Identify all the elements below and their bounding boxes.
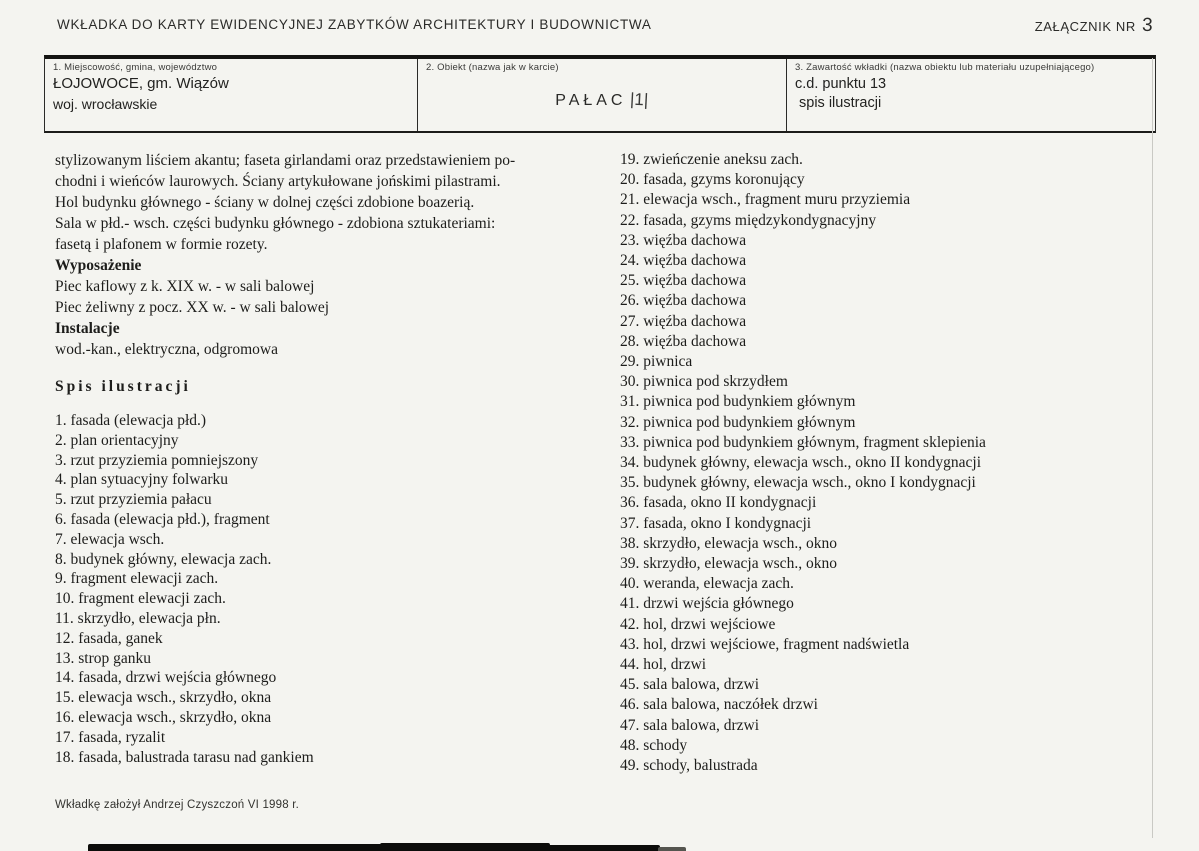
illustration-item: 1. fasada (elewacja płd.)	[55, 412, 207, 429]
illustration-item: 27. więźba dachowa	[620, 312, 747, 330]
illustrations-list-right	[620, 150, 1160, 776]
illustration-item: 28. więźba dachowa	[620, 332, 747, 350]
illustrations-heading: Spis ilustracji	[55, 378, 191, 395]
field-location-value: ŁOJOWOCE, gm. Wiązów	[53, 75, 229, 92]
annex-number: 3	[1141, 14, 1154, 37]
field-contents-line2: spis ilustracji	[799, 95, 882, 111]
field-location-voivodeship: woj. wrocławskie	[53, 96, 158, 112]
illustration-item: 6. fasada (elewacja płd.), fragment	[55, 510, 270, 528]
illustration-item: 26. więźba dachowa	[620, 292, 747, 310]
illustration-item: 45. sala balowa, drzwi	[620, 676, 760, 694]
paragraph-line: Sala w płd.- wsch. części budynku głównego - zdobiona sztukateriami:	[55, 215, 496, 232]
paragraph-line: stylizowanym liściem akantu; faseta girlandami oraz przedstawieniem po-	[55, 152, 516, 169]
paragraph-line: chodni i wieńców laurowych. Ściany artykułowane jońskimi pilastrami.	[55, 173, 501, 190]
installations-list	[55, 339, 620, 360]
illustration-item: 20. fasada, gzyms koronujący	[620, 171, 805, 189]
illustration-item: 47. sala balowa, drzwi	[620, 716, 760, 734]
left-column	[55, 150, 620, 776]
illustration-item: 8. budynek główny, elewacja zach.	[55, 550, 272, 568]
illustration-item: 42. hol, drzwi wejściowe	[620, 615, 776, 633]
illustration-item: 25. więźba dachowa	[620, 272, 747, 290]
illustration-item: 22. fasada, gzyms międzykondygnacyjny	[620, 211, 877, 229]
object-name: PAŁAC	[555, 92, 627, 109]
illustration-item: 34. budynek główny, elewacja wsch., okno II kondygnacji	[620, 454, 982, 472]
scan-artifact-bottom	[380, 843, 550, 851]
body-columns	[55, 150, 1160, 776]
illustration-item: 30. piwnica pod skrzydłem	[620, 373, 788, 391]
illustration-item: 39. skrzydło, elewacja wsch., okno	[620, 555, 837, 573]
field-location	[45, 59, 418, 131]
illustration-item: 2. plan orientacyjny	[55, 431, 179, 449]
illustration-item: 13. strop ganku	[55, 649, 152, 667]
installations-heading: Instalacje	[55, 320, 120, 337]
illustration-item: 35. budynek główny, elewacja wsch., okno I kondygnacji	[620, 474, 976, 492]
illustration-item: 44. hol, drzwi	[620, 656, 707, 674]
installations-line: wod.-kan., elektryczna, odgromowa	[55, 341, 278, 358]
right-column	[620, 150, 1160, 776]
header-fields-table	[44, 55, 1156, 133]
illustration-item: 16. elewacja wsch., skrzydło, okna	[55, 708, 272, 726]
field-object-value	[426, 90, 778, 110]
illustration-item: 18. fasada, balustrada tarasu nad gankiem	[55, 748, 314, 766]
illustration-item: 21. elewacja wsch., fragment muru przyziemia	[620, 191, 911, 209]
field-contents-line1: c.d. punktu 13	[795, 76, 887, 92]
illustration-item: 7. elewacja wsch.	[55, 530, 165, 548]
illustration-item: 10. fragment elewacji zach.	[55, 590, 226, 608]
illustrations-list-left	[55, 411, 620, 767]
illustration-item: 33. piwnica pod budynkiem głównym, fragment sklepienia	[620, 433, 986, 451]
footer-note: Wkładkę założył Andrzej Czyszczoń VI 1998 r.	[55, 799, 300, 811]
illustration-item: 17. fasada, ryzalit	[55, 728, 166, 746]
field-contents-label: 3. Zawartość wkładki (nazwa obiektu lub materiału uzupełniającego)	[795, 62, 1095, 73]
illustration-item: 48. schody	[620, 736, 688, 754]
equipment-list	[55, 276, 620, 318]
description-paragraph	[55, 150, 620, 255]
illustration-item: 31. piwnica pod budynkiem głównym	[620, 393, 856, 411]
illustration-item: 37. fasada, okno I kondygnacji	[620, 514, 812, 532]
illustration-item: 12. fasada, ganek	[55, 629, 163, 647]
scan-artifact-bottom	[658, 847, 686, 851]
illustration-item: 49. schody, balustrada	[620, 757, 758, 775]
equipment-line: Piec kaflowy z k. XIX w. - w sali balowej	[55, 278, 315, 295]
field-location-label: 1. Miejscowość, gmina, województwo	[53, 62, 218, 73]
illustration-item: 40. weranda, elewacja zach.	[620, 575, 794, 593]
illustration-item: 19. zwieńczenie aneksu zach.	[620, 151, 803, 168]
object-handwritten-annotation: |1|	[630, 89, 650, 110]
illustration-item: 46. sala balowa, naczółek drzwi	[620, 696, 818, 714]
illustration-item: 41. drzwi wejścia głównego	[620, 595, 794, 613]
annex-label	[1035, 15, 1153, 37]
scan-artifact-bottom	[88, 844, 388, 851]
illustration-item: 24. więźba dachowa	[620, 252, 747, 270]
document-title: WKŁADKA DO KARTY EWIDENCYJNEJ ZABYTKÓW ARCHITEKTURY I BUDOWNICTWA	[57, 17, 652, 32]
paragraph-line: Hol budynku głównego - ściany w dolnej części zdobione boazerią.	[55, 194, 475, 211]
annex-text: ZAŁĄCZNIK NR	[1034, 19, 1136, 34]
field-contents	[787, 59, 1155, 131]
illustration-item: 15. elewacja wsch., skrzydło, okna	[55, 689, 272, 707]
illustration-item: 23. więźba dachowa	[620, 231, 747, 249]
illustration-item: 43. hol, drzwi wejściowe, fragment nadświetla	[620, 635, 910, 653]
equipment-line: Piec żeliwny z pocz. XX w. - w sali balowej	[55, 299, 330, 316]
illustration-item: 29. piwnica	[620, 353, 693, 371]
scan-artifact-bottom	[545, 845, 660, 851]
scan-edge-artifact	[1152, 58, 1153, 838]
illustration-item: 32. piwnica pod budynkiem głównym	[620, 413, 856, 431]
illustration-item: 11. skrzydło, elewacja płn.	[55, 609, 221, 627]
paragraph-line: fasetą i plafonem w formie rozety.	[55, 236, 268, 253]
field-object-label: 2. Obiekt (nazwa jak w karcie)	[426, 62, 559, 73]
illustration-item: 9. fragment elewacji zach.	[55, 570, 219, 588]
illustration-item: 38. skrzydło, elewacja wsch., okno	[620, 534, 837, 552]
illustration-item: 3. rzut przyziemia pomniejszony	[55, 451, 259, 469]
illustration-item: 4. plan sytuacyjny folwarku	[55, 471, 229, 489]
equipment-heading: Wyposażenie	[55, 257, 142, 274]
illustration-item: 36. fasada, okno II kondygnacji	[620, 494, 817, 512]
illustration-item: 5. rzut przyziemia pałacu	[55, 491, 212, 509]
illustration-item: 14. fasada, drzwi wejścia głównego	[55, 669, 277, 687]
field-object	[418, 59, 787, 131]
